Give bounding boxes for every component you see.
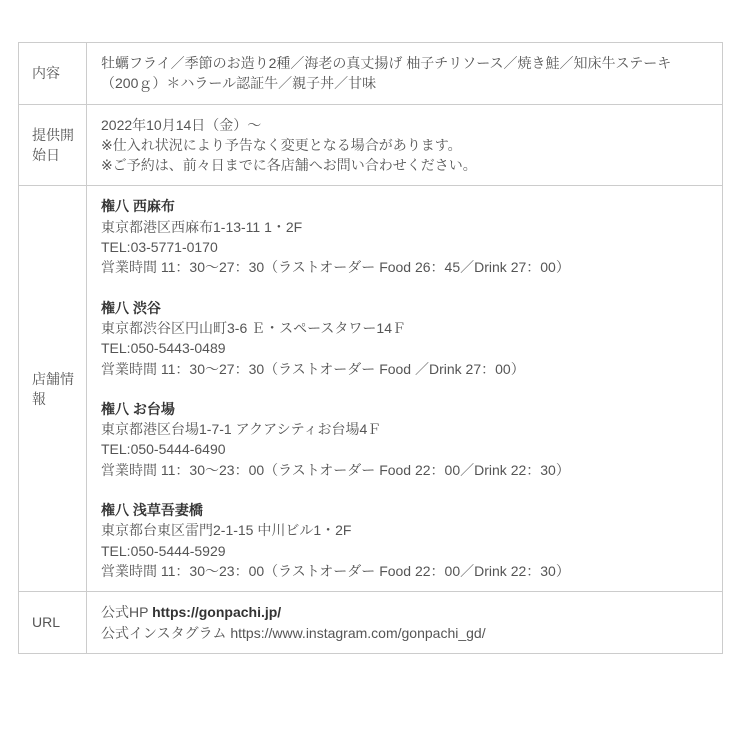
store-hours: 営業時間 11：30〜23：00（ラストオーダー Food 22：00／Drink 22：30）	[101, 562, 570, 579]
store-info-cell	[87, 186, 723, 592]
row-label-url: URL	[19, 592, 87, 654]
row-label-start-date: 提供開始日	[19, 104, 87, 186]
start-date-text: 2022年10月14日（金）〜	[101, 116, 262, 133]
store-hours: 営業時間 11：30〜27：30（ラストオーダー Food 26：45／Drink 27：00）	[101, 259, 570, 276]
store-block-shibuya	[101, 298, 708, 379]
row-start-date	[19, 104, 723, 186]
row-url	[19, 592, 723, 654]
row-label-content: 内容	[19, 43, 87, 105]
store-address: 東京都渋谷区円山町3-6 Ｅ・スペースタワー14Ｆ	[101, 319, 406, 336]
instagram-line	[101, 623, 708, 643]
store-tel: TEL:03-5771-0170	[101, 239, 218, 256]
restaurant-info-table	[18, 42, 723, 654]
store-block-asakusa-azumabashi	[101, 500, 708, 581]
start-date-note-2: ※ご予約は、前々日までに各店舗へお問い合わせください。	[101, 157, 477, 174]
official-hp-link[interactable]: https://gonpachi.jp/	[152, 604, 282, 621]
row-label-store-info: 店舗情報	[19, 186, 87, 592]
store-tel: TEL:050-5443-0489	[101, 340, 226, 357]
url-cell	[87, 592, 723, 654]
official-hp-line	[101, 602, 708, 622]
store-address: 東京都港区西麻布1-13-11 1・2F	[101, 218, 303, 235]
store-hours: 営業時間 11：30〜23：00（ラストオーダー Food 22：00／Drink 22：30）	[101, 461, 570, 478]
official-hp-prefix: 公式HP	[101, 604, 153, 621]
store-hours: 営業時間 11：30〜27：30（ラストオーダー Food ／Drink 27：00）	[101, 360, 525, 377]
info-table-container	[18, 42, 723, 654]
store-name: 権八 渋谷	[101, 299, 161, 316]
store-name: 権八 西麻布	[101, 198, 175, 215]
store-tel: TEL:050-5444-6490	[101, 441, 226, 458]
store-name: 権八 お台場	[101, 400, 175, 417]
instagram-link[interactable]: https://www.instagram.com/gonpachi_gd/	[230, 624, 486, 641]
row-store-info	[19, 186, 723, 592]
store-block-odaiba	[101, 399, 708, 480]
row-content	[19, 43, 723, 105]
store-address: 東京都港区台場1-7-1 アクアシティお台場4Ｆ	[101, 421, 382, 438]
instagram-prefix: 公式インスタグラム	[101, 624, 231, 641]
menu-contents-text: 牡蠣フライ／季節のお造り2種／海老の真丈揚げ 柚子チリソース／焼き鮭／知床牛ステーキ（200ｇ）＊ハラール認証牛／親子丼／甘味	[101, 55, 672, 92]
content-cell	[87, 43, 723, 105]
store-tel: TEL:050-5444-5929	[101, 542, 226, 559]
start-date-note-1: ※仕入れ状況により予告なく変更となる場合があります。	[101, 136, 462, 153]
store-block-nishiazabu	[101, 196, 708, 277]
store-name: 権八 浅草吾妻橋	[101, 502, 203, 519]
store-address: 東京都台東区雷門2-1-15 中川ビル1・2F	[101, 522, 352, 539]
start-date-cell	[87, 104, 723, 186]
